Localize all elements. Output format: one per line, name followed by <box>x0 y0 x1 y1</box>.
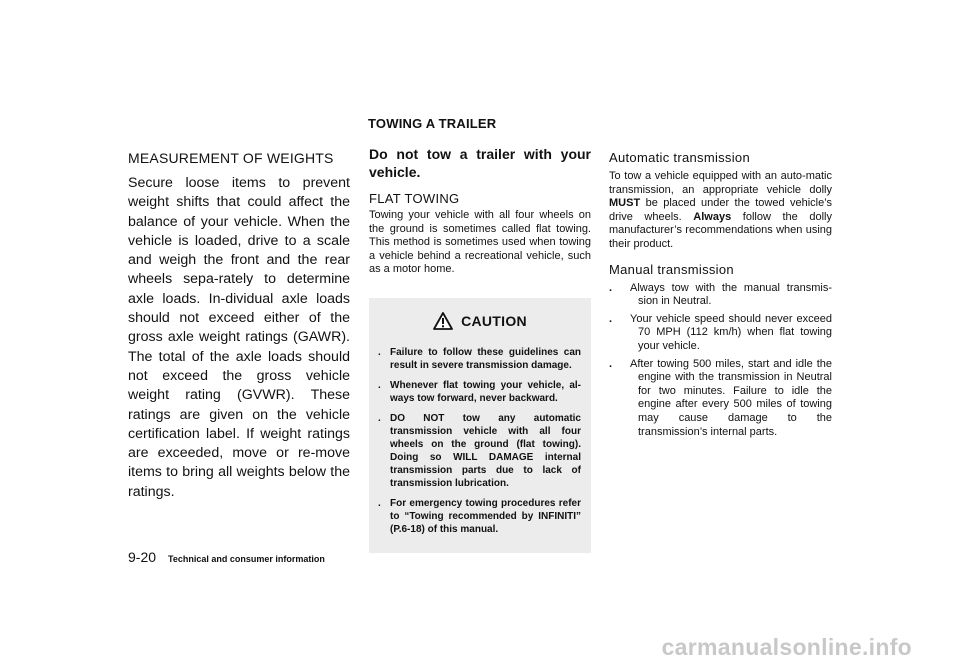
flat-towing-heading: FLAT TOWING <box>369 191 460 206</box>
caution-item <box>369 497 581 536</box>
bullet: . <box>609 357 613 370</box>
caution-item <box>369 346 581 372</box>
manual-item <box>609 358 832 440</box>
warning-triangle-icon <box>433 312 453 330</box>
caution-item-text: For emergency towing procedures refer to “Towing recommended by INFINITI” (P.6-18) of this manual. <box>390 497 581 535</box>
watermark: carmanualsonline.info <box>661 634 912 660</box>
automatic-body-part1: To tow a vehicle equipped with an auto-matic transmission, an appropriate vehicle dolly <box>609 170 832 196</box>
caution-item <box>369 379 581 405</box>
transmission-section <box>609 150 832 443</box>
automatic-body <box>609 170 832 252</box>
manual-item <box>609 313 832 354</box>
no-trailer-notice: Do not tow a trailer with your vehicle. <box>369 146 591 180</box>
caution-label: CAUTION <box>461 312 527 329</box>
automatic-heading: Automatic transmission <box>609 150 750 165</box>
caution-list <box>369 346 591 536</box>
bullet: . <box>378 346 381 358</box>
bullet: . <box>378 412 381 424</box>
caution-item-text: DO NOT tow any automatic transmission vehicle with all four wheels on the ground (flat towing). Doing so WILL DAMAGE internal transmission parts due to lack of transmission lubrication. <box>390 412 581 489</box>
caution-item-text: Failure to follow these guidelines can result in severe transmission damage. <box>390 346 581 371</box>
weights-section <box>128 150 350 502</box>
automatic-body-part3: follow the dolly manufacturer’s recommendations when using their product. <box>609 210 832 250</box>
bullet: . <box>378 497 381 509</box>
bullet: . <box>609 312 613 325</box>
weights-heading: MEASUREMENT OF WEIGHTS <box>128 150 334 166</box>
bullet: . <box>378 379 381 391</box>
must-emphasis: MUST <box>609 197 641 210</box>
caution-box <box>369 298 591 553</box>
page-number: 9-20 <box>128 549 157 565</box>
manual-heading: Manual transmission <box>609 261 734 277</box>
manual-item-text: After towing 500 miles, start and idle the engine with the transmission in Neutral for two minutes. Failure to idle the engine after every 500 miles of towing may cause damage to the transmission’s internal parts. <box>630 357 832 438</box>
page-footer <box>128 549 325 565</box>
flat-towing-body: Towing your vehicle with all four wheels on the ground is sometimes called flat towing. This method is sometimes used when towing a vehicle behind a recreational vehicle, such as a motor home. <box>369 209 591 276</box>
automatic-body-part2: be placed under the towed vehicle’s drive wheels. <box>609 197 832 223</box>
always-emphasis: Always <box>693 210 732 223</box>
manual-item-text: Always tow with the manual transmis-sion in Neutral. <box>630 281 832 308</box>
weights-body: Secure loose items to prevent weight shifts that could affect the balance of your vehicle. When the vehicle is loaded, drive to a scale and weigh the front and the rear wheels sepa-rately to determine axle loads. In-dividual axle loads should not exceed either of the gross axle weight ratings (GAWR). The total of the axle loads should not exceed the gross vehicle weight rating (GVWR). These ratings are given on the vehicle certification label. If weight ratings are exceeded, move or re-move items to bring all weights below the ratings. <box>128 175 350 500</box>
footer-section-name: Technical and consumer information <box>168 554 325 564</box>
section-title: TOWING A TRAILER <box>368 116 497 131</box>
manual-item <box>609 282 832 309</box>
caution-item <box>369 412 581 490</box>
caution-header <box>369 312 591 330</box>
bullet: . <box>609 281 613 294</box>
caution-item-text: Whenever flat towing your vehicle, al-ways tow forward, never backward. <box>390 379 581 404</box>
manual-item-text: Your vehicle speed should never exceed 70 MPH (112 km/h) when flat towing your vehicle. <box>630 312 832 352</box>
manual-list <box>609 282 832 440</box>
flat-towing-section <box>369 145 591 553</box>
